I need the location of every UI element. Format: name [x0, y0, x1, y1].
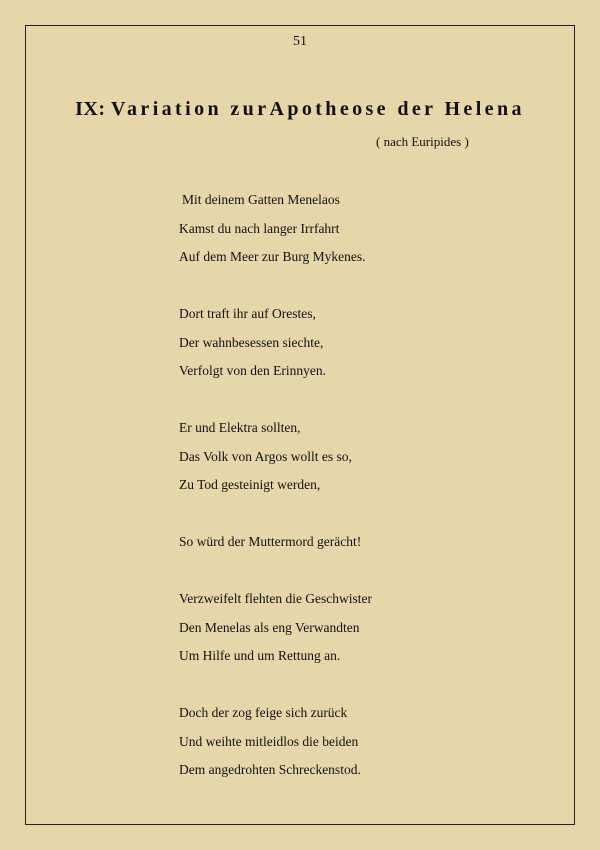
- stanza: [179, 699, 372, 785]
- poem-line: Verfolgt von den Erinnyen.: [179, 363, 326, 378]
- poem-line: Der wahnbesessen siechte,: [179, 334, 324, 350]
- poem-line: Dort traft ihr auf Orestes,: [179, 306, 316, 321]
- stanza: [179, 300, 372, 386]
- poem-title-number: IX:: [75, 98, 112, 120]
- poem-line: Den Menelas als eng Verwandten: [179, 619, 360, 635]
- stanza: [179, 528, 372, 557]
- poem-title-text: Variation zurApotheose der Helena: [111, 98, 525, 120]
- stanza: [179, 414, 372, 500]
- poem-line: Er und Elektra sollten,: [179, 420, 301, 435]
- poem-title: [0, 98, 600, 121]
- poem-line: Kamst du nach langer Irrfahrt: [179, 220, 340, 236]
- poem-line: Zu Tod gesteinigt werden,: [179, 477, 321, 492]
- page-number: 51: [293, 34, 307, 49]
- poem-line: Verzweifelt flehten die Geschwister: [179, 591, 373, 606]
- poem-line: Um Hilfe und um Rettung an.: [179, 648, 341, 663]
- stanza: [179, 186, 372, 272]
- poem-line: Auf dem Meer zur Burg Mykenes.: [179, 249, 366, 264]
- stanza: [179, 585, 372, 671]
- poem-subtitle: ( nach Euripides ): [376, 134, 469, 149]
- poem-line: Und weihte mitleidlos die beiden: [179, 733, 359, 749]
- poem-line: Das Volk von Argos wollt es so,: [179, 448, 352, 464]
- poem-line: Doch der zog feige sich zurück: [179, 705, 348, 720]
- poem-line: So würd der Muttermord gerächt!: [179, 534, 362, 549]
- poem-line: Dem angedrohten Schreckenstod.: [179, 762, 361, 777]
- poem-body: [179, 186, 372, 813]
- poem-line: Mit deinem Gatten Menelaos: [182, 192, 340, 207]
